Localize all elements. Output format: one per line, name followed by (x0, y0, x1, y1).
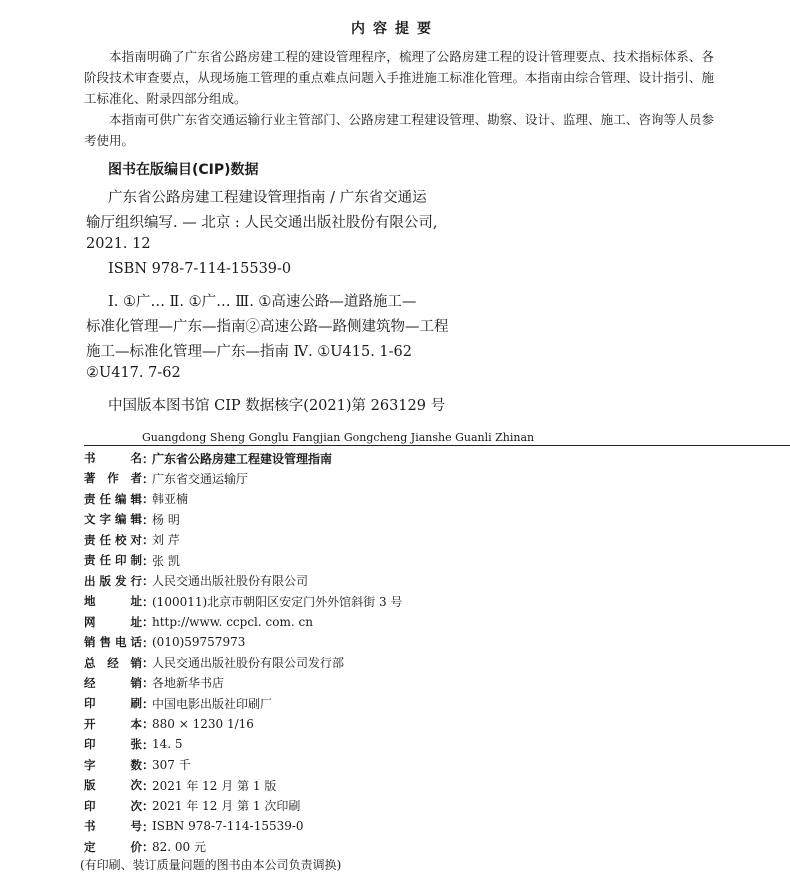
info-label: 销 售 电 话 (84, 635, 142, 650)
info-colon: ： (142, 737, 155, 752)
info-colon: ： (142, 819, 155, 834)
info-row (84, 816, 304, 836)
info-colon: ： (142, 553, 155, 568)
info-colon: ： (142, 512, 155, 527)
cip-line: 施工—标准化管理—广东—指南 Ⅳ. ①U415. 1-62 (86, 344, 413, 360)
info-value: (100011)北京市朝阳区安定门外外馆斜街 3 号 (152, 594, 403, 609)
info-value: http://www. ccpcl. com. cn (152, 614, 313, 629)
info-colon: ： (142, 696, 155, 711)
info-colon: ： (142, 451, 155, 466)
cip-record-number: 中国版本图书馆 CIP 数据核字(2021)第 263129 号 (108, 398, 446, 414)
info-value: 14. 5 (152, 737, 183, 752)
info-row (84, 837, 206, 857)
info-row (84, 448, 332, 468)
info-colon: ： (142, 492, 155, 507)
info-value: 880 × 1230 1/16 (152, 716, 254, 731)
info-label: 总 经 销 (84, 655, 142, 670)
info-value: 2021 年 12 月 第 1 版 (152, 778, 277, 793)
info-colon: ： (142, 840, 155, 855)
info-row (84, 775, 276, 795)
info-value: 广东省交通运输厅 (152, 471, 249, 486)
divider (84, 445, 790, 446)
info-colon: ： (142, 656, 155, 670)
info-value: 广东省公路房建工程建设管理指南 (152, 451, 333, 466)
info-row (84, 550, 180, 570)
info-row (84, 755, 191, 775)
info-colon: ： (142, 533, 155, 548)
info-row (84, 796, 300, 816)
info-value: 人民交通出版社股份有限公司发行部 (152, 656, 345, 670)
info-colon: ： (142, 676, 155, 691)
info-label: 开 本 (84, 716, 142, 731)
info-label: 经 销 (84, 675, 142, 690)
info-label: 出 版 发 行 (84, 573, 142, 588)
info-row (84, 714, 254, 734)
cip-heading: 图书在版编目(CIP)数据 (108, 162, 259, 178)
info-label: 印 刷 (84, 696, 142, 711)
info-label: 网 址 (84, 614, 142, 629)
cip-line: 广东省公路房建工程建设管理指南 / 广东省交通运 (108, 190, 427, 206)
info-value: 韩亚楠 (152, 492, 189, 507)
info-row (84, 530, 180, 550)
info-value: 张 凯 (152, 553, 180, 568)
info-label: 责 任 编 辑 (84, 491, 142, 506)
info-colon: ： (142, 778, 155, 793)
info-label: 著 作 者 (84, 471, 142, 486)
info-label: 印 张 (84, 737, 142, 752)
info-row (84, 468, 248, 488)
info-row (84, 509, 180, 529)
info-colon: ： (142, 799, 155, 814)
cip-line: ②U417. 7-62 (86, 365, 181, 381)
info-value: 307 千 (152, 758, 191, 773)
info-colon: ： (142, 758, 155, 773)
info-row (84, 571, 308, 591)
info-row (84, 693, 272, 713)
info-label: 书 名 (84, 451, 142, 465)
info-label: 字 数 (84, 757, 142, 772)
info-value: 2021 年 12 月 第 1 次印刷 (152, 799, 301, 814)
info-colon: ： (142, 471, 155, 486)
info-value: (010)59757973 (152, 635, 246, 650)
info-label: 印 次 (84, 798, 142, 813)
info-label: 版 次 (84, 778, 142, 793)
info-label: 定 价 (84, 839, 142, 854)
summary-paragraph-2: 本指南可供广东省交通运输行业主管部门、公路房建工程建设管理、勘察、设计、监理、施工、咨询等人员参考使用。 (84, 112, 714, 148)
summary-paragraph-1: 本指南明确了广东省公路房建工程的建设管理程序，梳理了公路房建工程的设计管理要点、技术指标体系、各阶段技术审查要点，从现场施工管理的重点难点问题入手推进施工标准化管理。本指南由综合管理、设计指引、施工标准化、附录四部分组成。 (84, 49, 714, 106)
info-value: 人民交通出版社股份有限公司 (152, 574, 309, 589)
info-colon: ： (142, 574, 155, 589)
info-value: 82. 00 元 (152, 840, 206, 855)
info-colon: ： (142, 594, 155, 609)
info-value: 杨 明 (152, 512, 180, 527)
info-row (84, 612, 313, 632)
info-row (84, 673, 224, 693)
info-row (84, 653, 344, 673)
cip-line: Ⅰ. ①广… Ⅱ. ①广… Ⅲ. ①高速公路—道路施工— (108, 294, 417, 310)
info-colon: ： (142, 615, 155, 630)
cip-line: 输厅组织编写. — 北京 : 人民交通出版社股份有限公司, (86, 215, 438, 231)
pinyin-title: Guangdong Sheng Gonglu Fangjian Gongcheng Jianshe Guanli Zhinan (142, 431, 535, 444)
info-row (84, 734, 183, 754)
info-colon: ： (142, 635, 155, 650)
info-value: 各地新华书店 (152, 676, 225, 691)
info-row (84, 489, 188, 509)
cip-line: 标准化管理—广东—指南②高速公路—路侧建筑物—工程 (86, 319, 449, 335)
info-value: 中国电影出版社印刷厂 (152, 696, 273, 711)
summary-block (84, 46, 714, 151)
info-label: 地 址 (84, 594, 142, 609)
info-label: 责 任 校 对 (84, 532, 142, 547)
cip-isbn: ISBN 978-7-114-15539-0 (108, 261, 292, 277)
info-label: 文 字 编 辑 (84, 512, 142, 527)
info-colon: ： (142, 717, 155, 732)
info-row (84, 632, 245, 652)
footnote: (有印刷、装订质量问题的图书由本公司负责调换) (80, 858, 342, 872)
info-label: 责 任 印 制 (84, 553, 142, 568)
page-title: 内容提要 (351, 21, 439, 37)
info-value: ISBN 978-7-114-15539-0 (152, 819, 304, 834)
info-row (84, 591, 402, 611)
cip-line: 2021. 12 (86, 236, 151, 252)
info-label: 书 号 (84, 819, 142, 834)
info-value: 刘 芹 (152, 533, 180, 548)
